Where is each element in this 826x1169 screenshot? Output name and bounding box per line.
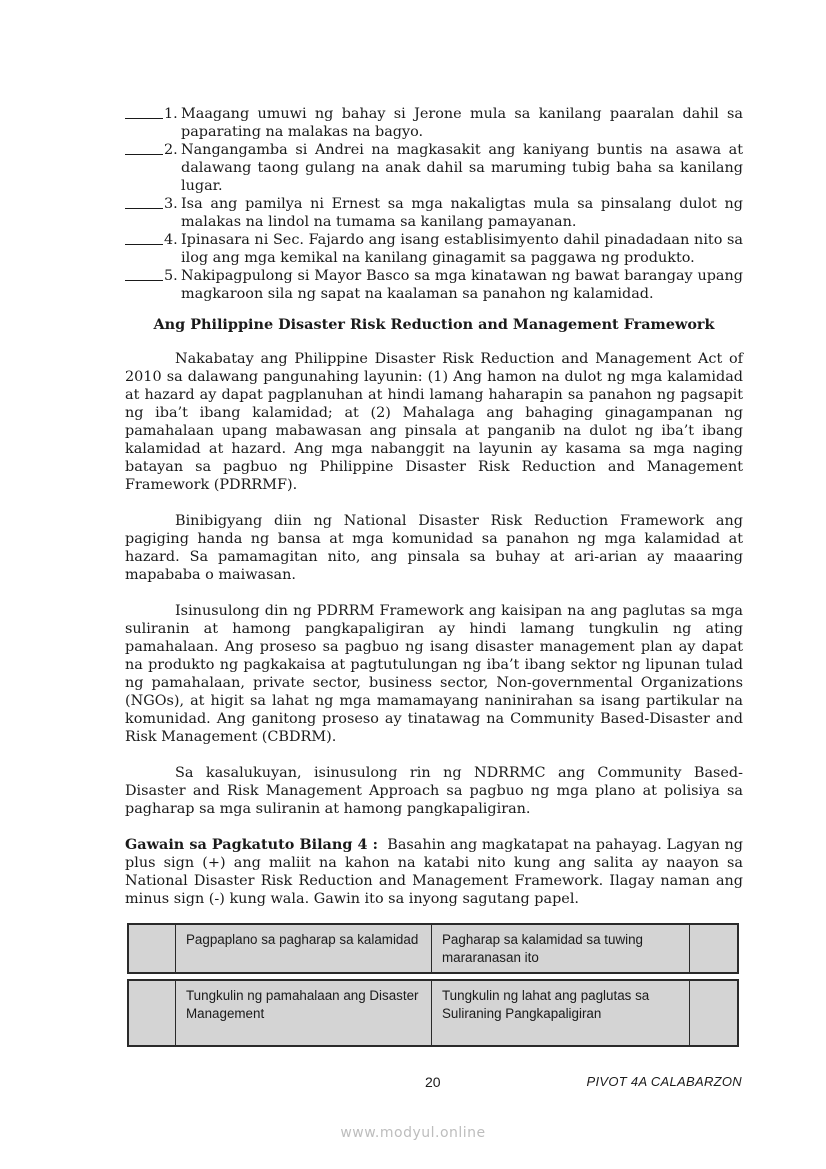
activity-instructions — [125, 836, 743, 908]
answer-blank[interactable] — [125, 141, 163, 155]
answer-blank[interactable] — [125, 231, 163, 245]
section-title: Ang Philippine Disaster Risk Reduction and Management Framework — [153, 316, 715, 333]
question-text: Ipinasara ni Sec. Fajardo ang isang establisimyento dahil pinadadaan nito sa ilog ang mga kemikal na kanilang ginagamit sa paggawa ng produkto. — [181, 232, 743, 266]
answer-blank[interactable] — [125, 105, 163, 119]
question-text: Maagang umuwi ng bahay si Jerone mula sa kanilang paaralan dahil sa paparating na malakas na bagyo. — [181, 106, 743, 140]
paragraph — [125, 602, 743, 746]
answer-box-right[interactable] — [689, 925, 737, 972]
question-item — [125, 105, 743, 141]
question-item — [125, 195, 743, 231]
question-item — [125, 231, 743, 267]
answer-box-left[interactable] — [129, 925, 176, 972]
question-number: 4. — [164, 232, 178, 248]
answer-box-left[interactable] — [129, 981, 176, 1045]
question-number: 2. — [164, 142, 178, 158]
paragraph-text: Isinusulong din ng PDRRM Framework ang kaisipan na ang paglutas sa mga suliranin at hamong pangkapaligiran ay hindi lamang tungkulin ng ating pamahalaan. Ang proseso sa pagbuo ng isang disaster management plan ay dapat na produkto ng pagkakaisa at pagtutulungan ng iba’t ibang sektor ng lipunan tulad ng pamahalaan, private sector, business sector, Non-governmental Organizations (NGOs), at higit sa lahat ng mga mamamayang naninirahan sa isang partikular na komunidad. Ang ganitong proseso ay tinatawag na Community Based-Disaster and Risk Management (CBDRM). — [125, 603, 743, 745]
activity-row — [127, 979, 739, 1047]
paragraph — [125, 350, 743, 494]
statement-left: Pagpaplano sa pagharap sa kalamidad — [176, 925, 432, 972]
activity-row — [127, 923, 739, 974]
answer-blank[interactable] — [125, 195, 163, 209]
page-number: 20 — [425, 1074, 441, 1090]
paragraph — [125, 764, 743, 818]
paragraph-text: Binibigyang diin ng National Disaster Risk Reduction Framework ang pagiging handa ng bansa at mga komunidad sa panahon ng mga kalamidad at hazard. Sa pamamagitan nito, ang pinsala sa buhay at ari-arian ay maaaring mapababa o maiwasan. — [125, 513, 743, 583]
question-text: Nangangamba si Andrei na magkasakit ang kaniyang buntis na asawa at dalawang taong gulang na anak dahil sa maruming tubig baha sa kanilang lugar. — [181, 142, 743, 194]
answer-box-right[interactable] — [689, 981, 737, 1045]
question-number: 5. — [164, 268, 178, 284]
footer-brand: PIVOT 4A CALABARZON — [586, 1074, 742, 1089]
question-number: 1. — [164, 106, 178, 122]
watermark: www.modyul.online — [340, 1125, 486, 1141]
activity-instructions-text: Basahin ang magkatapat na pahayag. Lagyan ng plus sign (+) ang maliit na kahon na katabi nito kung ang salita ay naayon sa National Disaster Risk Reduction and Management Framework. Ilagay naman ang minus sign (-) kung wala. Gawin ito sa inyong sagutang papel. — [125, 837, 743, 907]
question-text: Isa ang pamilya ni Ernest sa mga nakaligtas mula sa pinsalang dulot ng malakas na lindol na tumama sa kanilang pamayanan. — [181, 196, 743, 230]
question-item — [125, 141, 743, 195]
paragraph-text: Sa kasalukuyan, isinusulong rin ng NDRRMC ang Community Based- Disaster and Risk Management Approach sa pagbuo ng mga plano at polisiya sa pagharap sa mga suliranin at hamong pangkapaligiran. — [125, 765, 743, 817]
paragraph-text: Nakabatay ang Philippine Disaster Risk Reduction and Management Act of 2010 sa dalawang pangunahing layunin: (1) Ang hamon na dulot ng mga kalamidad at hazard ay dapat pagplanuhan at hindi lamang haharapin sa panahon ng pagsapit ng iba’t ibang kalamidad; at (2) Mahalaga ang bahaging ginagampanan ng pamahalaan upang mabawasan ang pinsala at panganib na dulot ng iba’t ibang kalamidad at hazard. Ang mga nabanggit na layunin ay kasama sa mga naging batayan sa pagbuo ng Philippine Disaster Risk Reduction and Management Framework (PDRRMF). — [125, 351, 743, 493]
statement-right: Tungkulin ng lahat ang paglutas sa Suliraning Pangkapaligiran — [442, 988, 650, 1021]
activity-table — [127, 923, 739, 1047]
activity-label: Gawain sa Pagkatuto Bilang 4 : — [125, 836, 378, 853]
question-text: Nakipagpulong si Mayor Basco sa mga kinatawan ng bawat barangay upang magkaroon sila ng sapat na kaalaman sa panahon ng kalamidad. — [181, 268, 743, 302]
question-item — [125, 267, 743, 303]
statement-right: Pagharap sa kalamidad sa tuwing mararanasan ito — [442, 932, 643, 965]
answer-blank[interactable] — [125, 267, 163, 281]
paragraph — [125, 512, 743, 584]
question-list — [125, 105, 743, 303]
question-number: 3. — [164, 196, 178, 212]
statement-left: Tungkulin ng pamahalaan ang Disaster Management — [176, 981, 432, 1045]
